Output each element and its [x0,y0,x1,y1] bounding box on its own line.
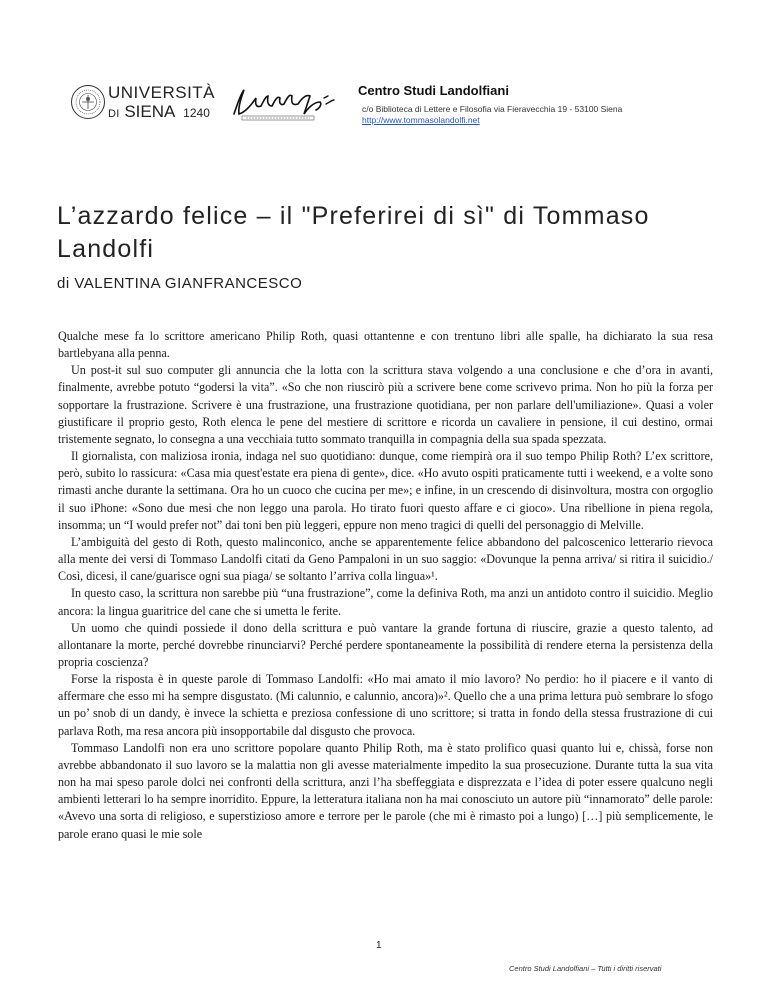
article-title: L’azzardo felice – il "Preferirei di sì" di Tommaso Landolfi [57,202,650,263]
university-seal-icon [70,84,106,120]
university-line1: UNIVERSITÀ [108,83,216,102]
page-header [0,0,768,140]
university-year: 1240 [183,106,210,120]
centro-address: c/o Biblioteca di Lettere e Filosofia via Fieravecchia 19 - 53100 Siena [362,104,623,114]
footer-copyright: Centro Studi Landolfiani – Tutti i diritti riservati [509,964,662,973]
university-line2 [108,102,215,124]
paragraph: Forse la risposta è in queste parole di Tommaso Landolfi: «Ho mai amato il mio lavoro? No perdio: ho il piacere e il vanto di affermare che esso mi ha sempre disgustato. (Mi calunnio, e calunnio, ancora)»². Quello che a una prima lettura può sembrare lo sfogo un po’ snob di un dandy, è invece la schietta e preziosa confessione di uno scrittore; si tratta in fondo della stessa frustrazione di cui parlava Roth, ma resa ancora più insopportabile dal disgusto che provoca. [58,672,713,738]
paragraph: In questo caso, la scrittura non sarebbe più “una frustrazione”, come la definiva Roth, ma anzi un antidoto contro il suicidio. Meglio ancora: la lingua guaritrice del cane che si umetta le ferite. [58,586,713,618]
centro-title: Centro Studi Landolfiani [358,83,509,98]
paragraph: Qualche mese fa lo scrittore americano Philip Roth, quasi ottantenne e con trentuno libri alle spalle, ha dichiarato la sua resa bartlebyana alla penna. [58,329,713,361]
university-name [108,84,215,124]
centro-info [358,83,622,125]
paragraph: Un uomo che quindi possiede il dono della scrittura e può vantare la grande fortuna di riuscire, grazie a questo talento, ad allontanare la morte, perché dovrebbe rinunciarvi? Perché perdere spontaneamente la possibilità di rendere eterna la persistenza della propria coscienza? [58,620,713,669]
landolfi-signature-logo [228,84,346,124]
paragraph: Tommaso Landolfi non era uno scrittore popolare quanto Philip Roth, ma è stato prolifico quasi quanto lui e, chissà, forse non avrebbe abbandonato il suo lavoro se la malattia non gli avesse materialmente impedito la sua prosecuzione. Durante tutta la sua vita non ha mai speso parole dolci nei confronti della scrittura, anzi l’ha sbeffeggiata e disprezzata e l’idea di poter essere qualcuno negli ambienti letterari lo ha sempre inorridito. Eppure, la letteratura italiana non ha mai conosciuto un autore più “innamorato” delle parole: «Avevo una sorta di religioso, e superstizioso amore e terrore per le parole (che mi è rimasto poi a lungo) […] più semplicemente, le parole erano quasi le mie sole [58,740,713,841]
paragraph: Il giornalista, con maliziosa ironia, indaga nel suo quotidiano: dunque, come riempirà ora il suo tempo Philip Roth? L’ex scrittore, però, subito lo rassicura: «Casa mia quest'estate era piena di gente», dice. «Ho avuto ospiti praticamente tutti i weekend, e a volte sono rimasti anche durante la settimana. Ora ho un cuoco che cucina per me»; e infine, in un crescendo di disinvoltura, mostra con orgoglio il suo iPhone: «Sono due mesi che non leggo una parola. Ho tirato fuori questo affare e ci gioco». Una ribellione in piena regola, insomma; un “I would prefer not” dai toni ben più leggeri, eppure non meno tragici di quelli del personaggio di Melville. [58,449,713,532]
paragraph: L’ambiguità del gesto di Roth, questo malinconico, anche se apparentemente felice abbandono del palcoscenico letterario rievoca alla mente dei versi di Tommaso Landolfi citati da Geno Pampaloni in un suo saggio: «Dovunque la penna arriva/ si ritira il suicidio./ Così, dicesi, il cane/guarisce ogni sua piaga/ se soltanto l’arriva colla lingua»¹. [58,534,713,584]
university-city: SIENA [124,102,175,121]
paragraph: Un post-it sul suo computer gli annuncia che la lotta con la scrittura stava volgendo a una conclusione e che d’ora in avanti, finalmente, avrebbe potuto “godersi la vita”. «So che non riuscirò più a scrivere bene come scrivevo prima. Non ho più la forza per sopportare la frustrazione. Scrivere è una frustrazione, una frustrazione quotidiana, per non parlare dell'umiliazione». Quasi a voler giustificare il proprio gesto, Roth elenca le pene del mestiere di scrittore e ricorda un cavaliere in pensione, il cui destino, ormai tristemente segnato, lo consegna a una vecchiaia tutto sommato tranquilla in compagnia della sua spada spezzata. [58,363,713,446]
page-number: 1 [376,940,382,951]
centro-website-link[interactable]: http://www.tommasolandolfi.net [362,115,480,125]
article-body [58,328,713,843]
university-prefix: DI [108,108,120,120]
article-author: di VALENTINA GIANFRANCESCO [57,275,303,292]
